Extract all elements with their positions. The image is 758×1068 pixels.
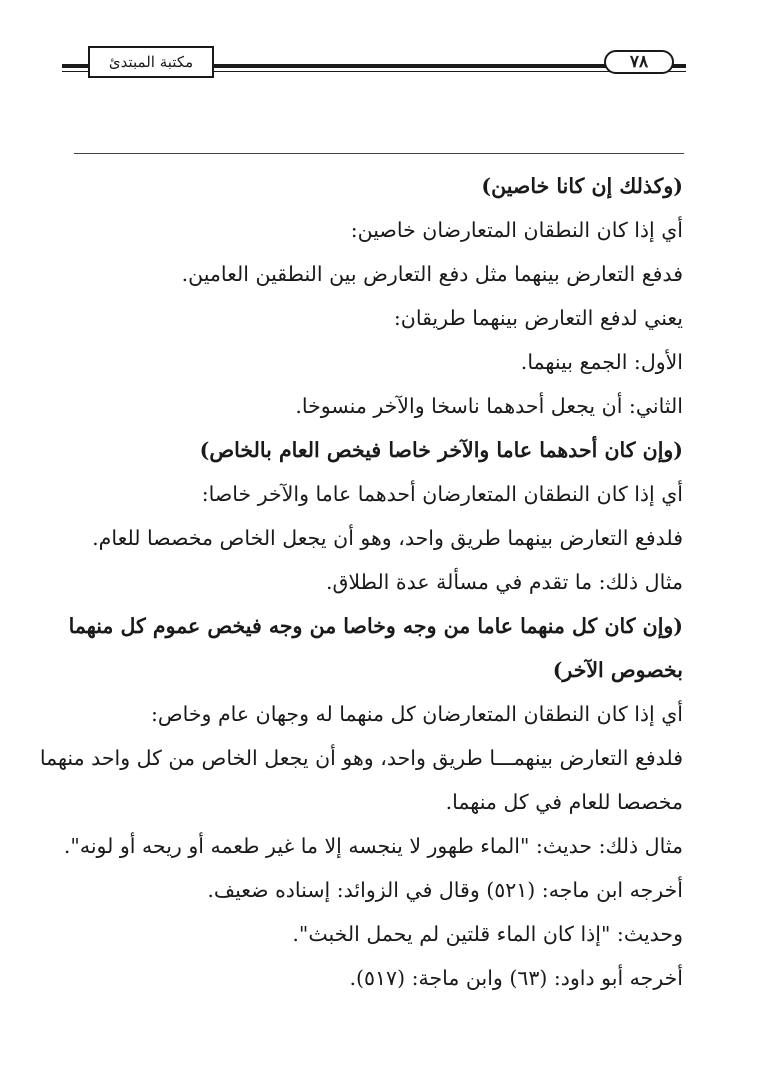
text-line: وحديث: "إذا كان الماء قلتين لم يحمل الخبث".: [292, 922, 683, 946]
text-line: يعني لدفع التعارض بينهما طريقان:: [393, 306, 683, 330]
text-line: الأول: الجمع بينهما.: [520, 350, 683, 374]
page-number: ٧٨: [629, 52, 649, 72]
text-line: فلدفع التعارض بينهما طريق واحد، وهو أن يجعل الخاص مخصصا للعام.: [92, 526, 683, 550]
text-line: مثال ذلك: ما تقدم في مسألة عدة الطلاق.: [325, 570, 683, 594]
section-heading-line: (وكذلك إن كانا خاصين): [481, 174, 683, 198]
section-heading-line: (وإن كان كل منهما عاما من وجه وخاصا من وجه فيخص عموم كل منهما: [68, 614, 683, 638]
text-line: فلدفع التعارض بينهمـــا طريق واحد، وهو أن يجعل الخاص من كل واحد منهما: [39, 746, 683, 770]
section-heading-line: بخصوص الآخر): [552, 658, 683, 682]
text-line: أخرجه أبو داود: (٦٣) وابن ماجة: (٥١٧).: [349, 966, 683, 990]
section-heading-line: (وإن كان أحدهما عاما والآخر خاصا فيخص العام بالخاص): [199, 438, 683, 462]
text-line: أي إذا كان النطقان المتعارضان أحدهما عاما والآخر خاصا:: [201, 482, 683, 506]
text-line: أي إذا كان النطقان المتعارضان خاصين:: [350, 218, 683, 242]
text-line: مخصصا للعام في كل منهما.: [445, 790, 683, 814]
text-line: أي إذا كان النطقان المتعارضان كل منهما له وجهان عام وخاص:: [150, 702, 683, 726]
text-line: فدفع التعارض بينهما مثل دفع التعارض بين النطقين العامين.: [181, 262, 683, 286]
page-body: [39, 164, 683, 1000]
book-title-box: [88, 46, 214, 78]
text-line: الثاني: أن يجعل أحدهما ناسخا والآخر منسوخا.: [295, 394, 683, 418]
text-line: مثال ذلك: حديث: "الماء طهور لا ينجسه إلا ما غير طعمه أو ريحه أو لونه".: [63, 834, 683, 858]
page-number-badge: [604, 50, 674, 74]
text-line: أخرجه ابن ماجه: (٥٢١) وقال في الزوائد: إسناده ضعيف.: [207, 878, 683, 902]
text-separator: [74, 153, 684, 154]
book-title: مكتبة المبتدئ: [108, 53, 194, 71]
